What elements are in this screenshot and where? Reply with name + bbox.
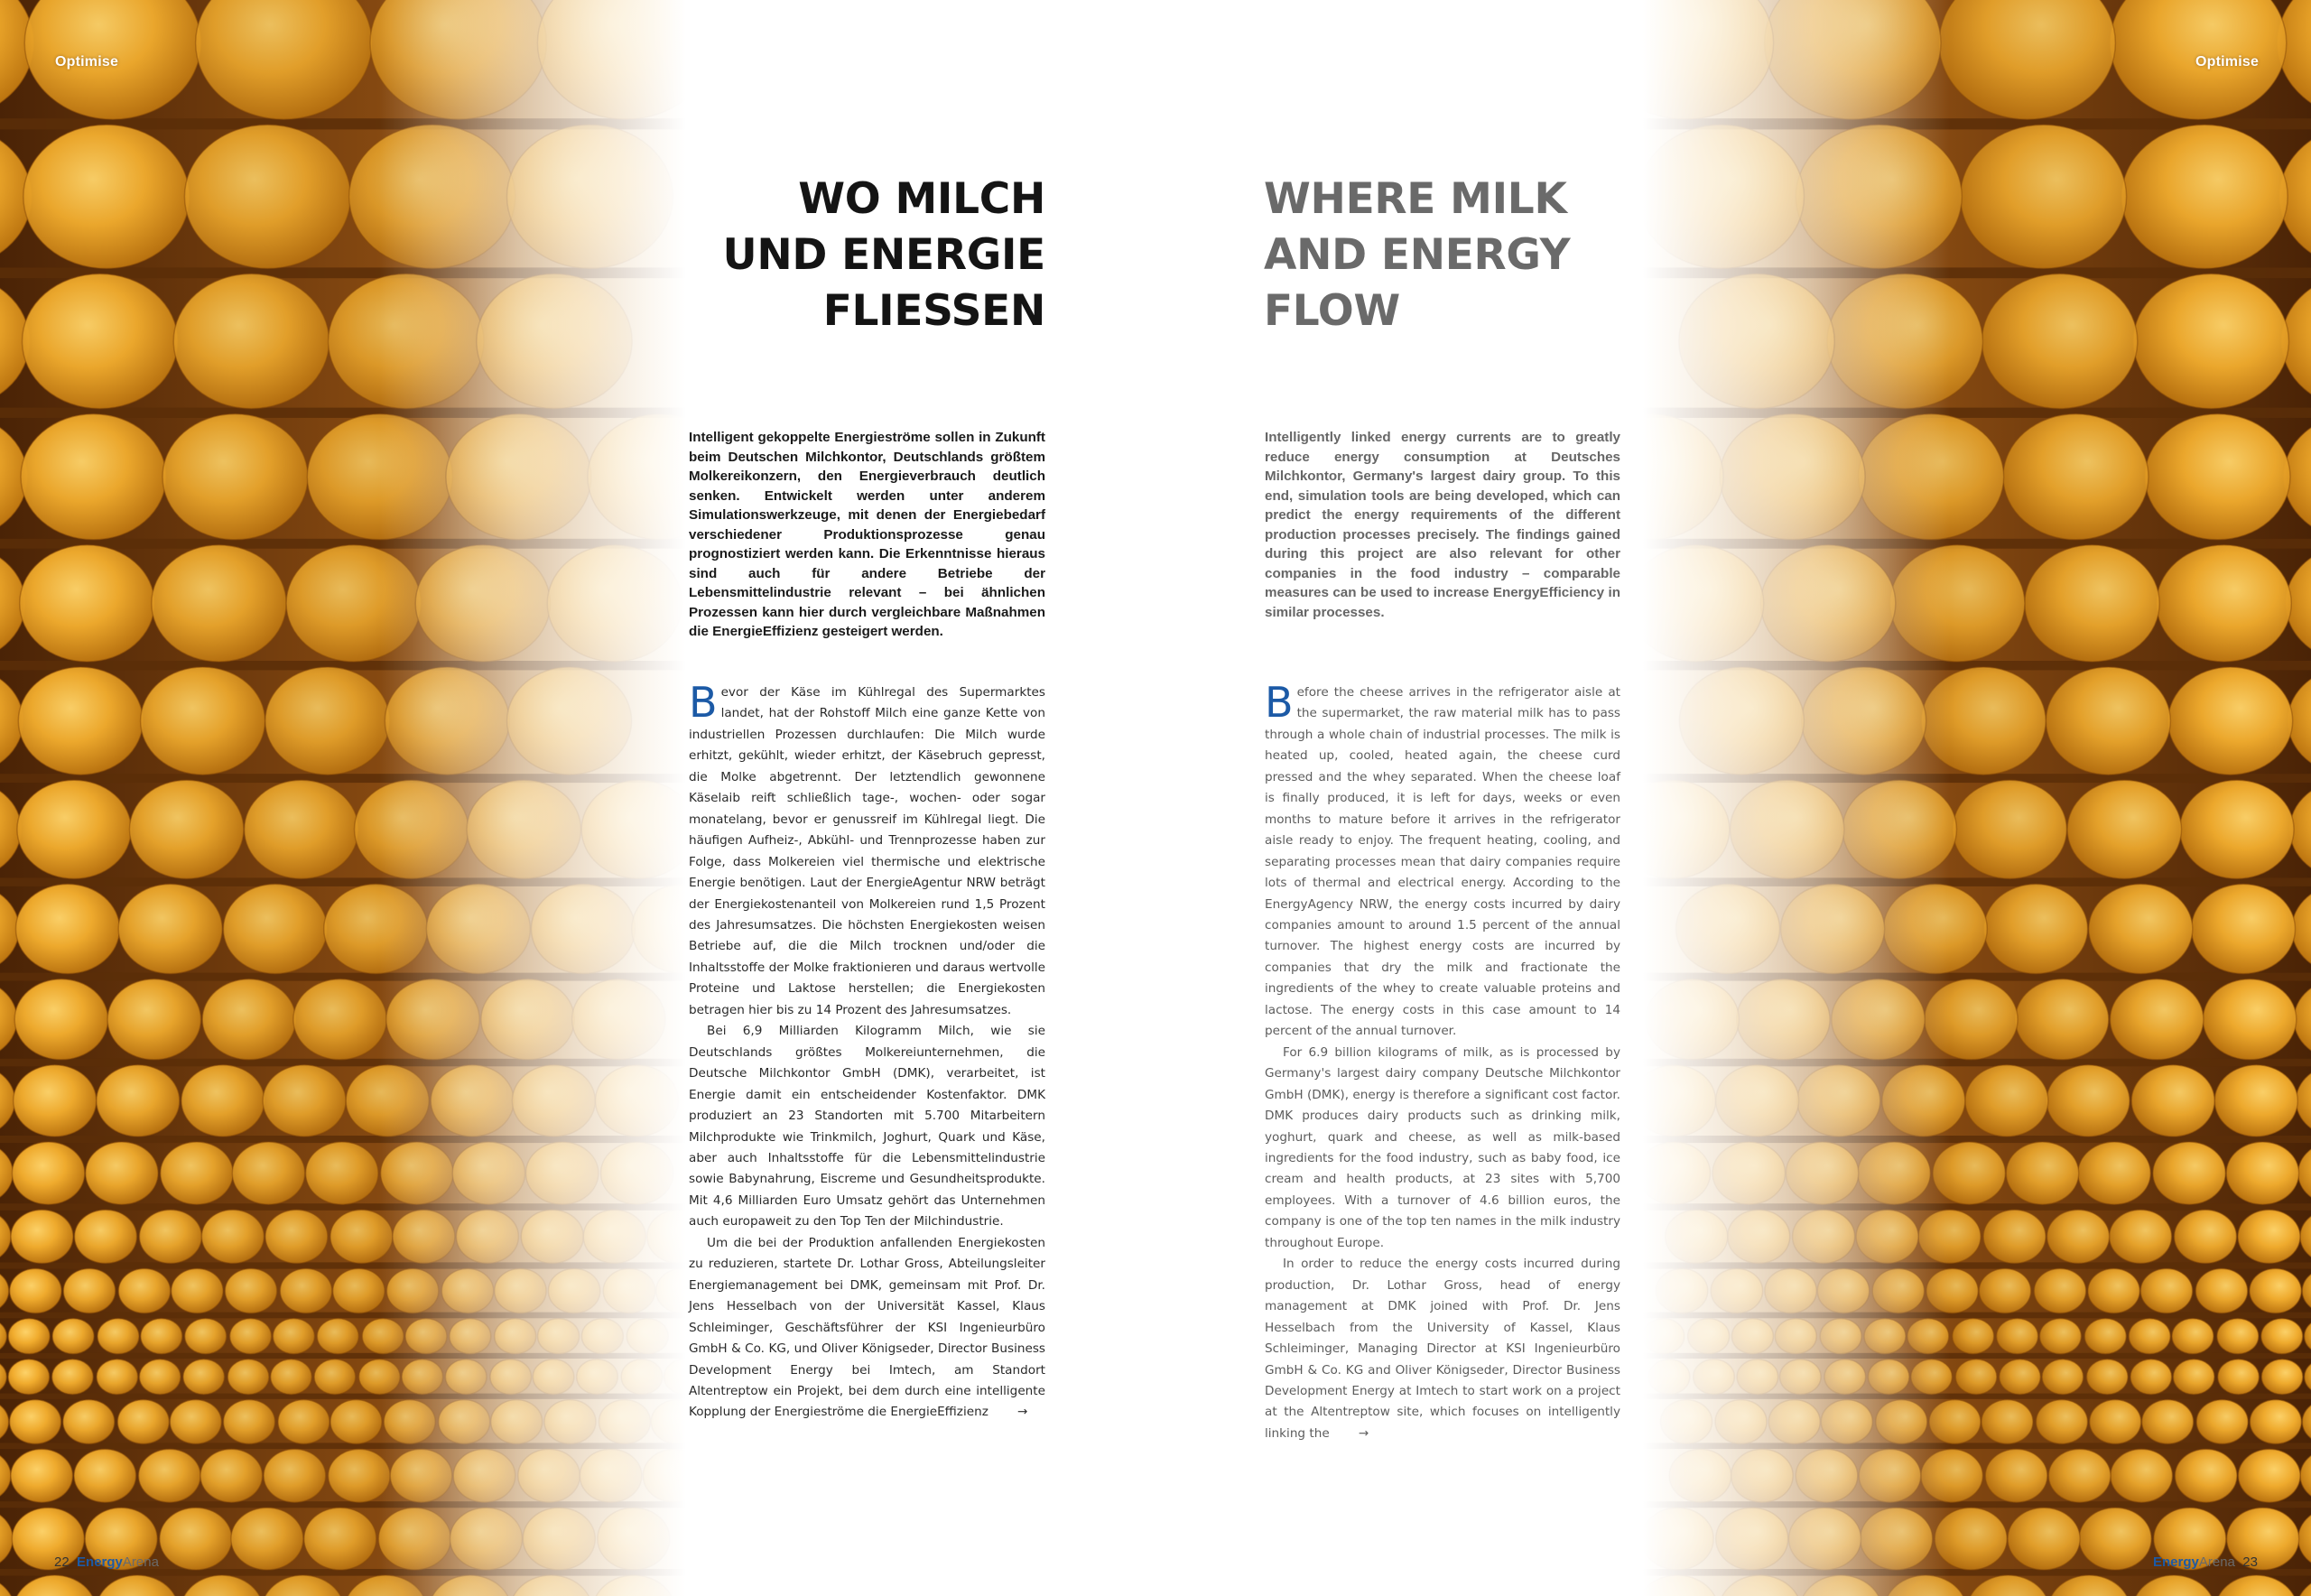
body-german-paragraph-1 (689, 678, 1045, 1021)
brand-energy-right: Energy (2153, 1554, 2199, 1570)
title-english (1264, 172, 1769, 339)
title-english-line-3: FLOW (1264, 286, 1400, 336)
footer-left (54, 1554, 159, 1570)
continue-arrow-icon: → (1016, 1405, 1028, 1420)
title-english-line-2: AND ENERGY (1264, 230, 1571, 280)
title-german-line-2: UND ENERGIE (722, 230, 1045, 280)
body-german-paragraph-1-text: evor der Käse im Kühlregal des Supermarktes landet, hat der Rohstoff Milch eine ganze Kette von industriellen Prozessen durchlaufen: Die Milch wurde erhitzt, gekühlt, wieder erhitzt, der Käsebruch gepresst, die Molke abgetrennt. Der letztendlich gewonnene Käselaib reift schließlich tage-, wochen- oder sogar monatelang, bevor er genussreif im Kühlregal liegt. Die häufigen Aufheiz-, Abkühl- und Trennprozesse haben zur Folge, dass Molkereien viel thermische und elektrische Energie benötigen. Laut der EnergieAgentur NRW beträgt der Energiekostenanteil von Molkereien rund 1,5 Prozent des Jahresumsatzes. Die höchsten Energiekosten weisen Betriebe auf, die die Milch trocknen und/oder die Inhaltsstoffe der Molke fraktionieren und daraus wertvolle Proteine und Laktose herstellen; die Energiekosten betragen hier bis zu 14 Prozent des Jahresumsatzes. (689, 685, 1045, 1017)
section-label-right: Optimise (2195, 54, 2260, 70)
body-german-paragraph-3-text: Um die bei der Produktion anfallenden Energiekosten zu reduzieren, startete Dr. Lothar Gross, Abteilungsleiter Energiemanagement bei DMK, gemeinsam mit Prof. Dr. Jens Hesselbach von der Universität Kassel, Klaus Schleiminger, Geschäftsführer der KSI Ingenieurbüro GmbH & Co. KG, und Oliver Königseder, Director Business Development Energy bei Imtech, am Standort Altentreptow ein Projekt, bei dem durch eine intelligente Kopplung der Energieströme die EnergieEffizienz (689, 1235, 1045, 1420)
title-german-line-3: FLIESSEN (822, 286, 1045, 336)
body-english-paragraph-2: For 6.9 billion kilograms of milk, as is processed by Germany's largest dairy company Deutsche Milchkontor GmbH (DMK), energy is therefore a significant cost factor. DMK produces dairy products such as drinking milk, yoghurt, quark and cheese, as well as milk-based ingredients for the food industry, such as baby food, ice cream and health products, at 23 sites with 5,700 employees. With a turnover of 4.6 billion euros, the company is one of the top ten names in the milk industry throughout Europe. (1265, 1044, 1620, 1250)
brand-energy-left: Energy (77, 1554, 123, 1570)
lead-german: Intelligent gekoppelte Energieströme sollen in Zukunft beim Deutschen Milchkontor, Deutschlands größtem Molkereikonzern, den Energieverbrauch deutlich senken. Entwickelt werden unter anderem Simulationswerkzeuge, mit denen der Energiebedarf verschiedener Produktionsprozesse genau prognostiziert werden kann. Die Erkenntnisse hieraus sind auch für andere Betriebe der Lebensmittelindustrie relevant – bei ähnlichen Prozessen kann hier durch vergleichbare Maßnahmen die EnergieEffizienz gesteigert werden. (689, 430, 1045, 639)
title-german (632, 172, 1045, 339)
body-english (1265, 678, 1620, 1444)
page-number-right: 23 (2242, 1554, 2258, 1570)
body-german (689, 678, 1045, 1424)
body-english-paragraph-3 (1265, 1254, 1620, 1444)
brand-arena-right: Arena (2198, 1554, 2235, 1570)
title-english-line-1: WHERE MILK (1264, 174, 1567, 224)
title-german-line-1: WO MILCH (798, 174, 1045, 224)
lead-english: Intelligently linked energy currents are to greatly reduce energy consumption at Deutsches Milchkontor, Germany's largest dairy group. To this end, simulation tools are being developed, which can predict the energy requirements of the different production processes precisely. The findings gained during this project are also relevant for other companies in the food industry – comparable measures can be used to increase EnergyEfficiency in similar processes. (1265, 430, 1620, 620)
body-english-paragraph-1-text: efore the cheese arrives in the refrigerator aisle at the supermarket, the raw material milk has to pass through a whole chain of industrial processes. The milk is heated up, cooled, heated again, the cheese curd pressed and the whey separated. When the cheese loaf is finally produced, it is left for days, weeks or even months to mature before it arrives in the refrigerator aisle ready to enjoy. The frequent heating, cooling, and separating processes mean that dairy companies require lots of thermal and electrical energy. According to the EnergyAgency NRW, the energy costs incurred by dairy companies amount to around 1.5 percent of the annual turnover. The highest energy costs are incurred by companies that dry the milk and fractionate the ingredients of the whey to create valuable proteins and lactose. The energy costs in this case amount to 14 percent of the annual turnover. (1265, 685, 1620, 1039)
body-english-paragraph-1 (1265, 678, 1620, 1043)
dropcap-german: B (689, 678, 718, 727)
page-number-left: 22 (54, 1554, 70, 1570)
continue-arrow-icon: → (1358, 1425, 1369, 1441)
body-english-paragraph-3-text: In order to reduce the energy costs incurred during production, Dr. Lothar Gross, head of energy management at DMK joined with Prof. Dr. Jens Hesselbach from the University of Kassel, Klaus Schleiminger, Managing Director at KSI Ingenieurbüro GmbH & Co. KG and Oliver Königseder, Director Business Development Energy at Imtech to start work on a project at the Altentreptow site, which focuses on intelligently linking the (1265, 1257, 1620, 1441)
body-german-paragraph-3 (689, 1233, 1045, 1424)
section-label-left: Optimise (55, 54, 119, 70)
body-german-paragraph-2: Bei 6,9 Milliarden Kilogramm Milch, wie sie Deutschlands größtes Molkereiunternehmen, die Deutsche Milchkontor GmbH (DMK), verarbeitet, ist Energie damit ein entscheidender Kostenfaktor. DMK produziert an 23 Standorten mit 5.700 Mitarbeitern Milchprodukte wie Trinkmilch, Joghurt, Quark und Käse, aber auch Inhaltsstoffe für die Lebensmittelindustrie sowie Babynahrung, Eiscreme und Gesundheitsprodukte. Mit 4,6 Milliarden Euro Umsatz gehört das Unternehmen auch europaweit zu den Top Ten der Milchindustrie. (689, 1024, 1045, 1229)
footer-right (2153, 1554, 2258, 1570)
dropcap-english: B (1265, 678, 1294, 727)
brand-arena-left: Arena (122, 1554, 159, 1570)
